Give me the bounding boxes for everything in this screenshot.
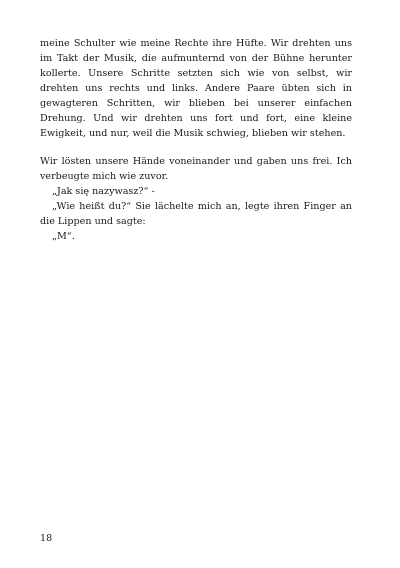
paragraph-continuation: meine Schulter wie meine Rechte ihre Hüfte. Wir drehten uns im Takt der Musik, die aufmunternd von der Bühne herunter kollerte. Unsere Schritte setzten sich wie von selbst, wir drehten uns rechts und links. Andere Paare übten sich in gewagteren Schritten, wir blieben bei unserer einfachen Drehung. Und wir drehten uns fort und fort, eine kleine Ewigkeit, und nur, weil die Musik schwieg, blieben wir stehen.	[40, 38, 352, 139]
body-text	[40, 36, 352, 244]
dialogue-german-question: „Wie heißt du?“ Sie lächelte mich an, legte ihren Finger an die Lippen und sagte:	[40, 201, 352, 227]
dialogue-polish-question: „Jak się nazywasz?“ -	[52, 186, 155, 197]
dialogue-answer: „M“.	[52, 231, 75, 242]
page-number: 18	[40, 533, 53, 544]
paragraph-release: Wir lösten unsere Hände voneinander und gaben uns frei. Ich verbeugte mich wie zuvor.	[40, 156, 352, 182]
